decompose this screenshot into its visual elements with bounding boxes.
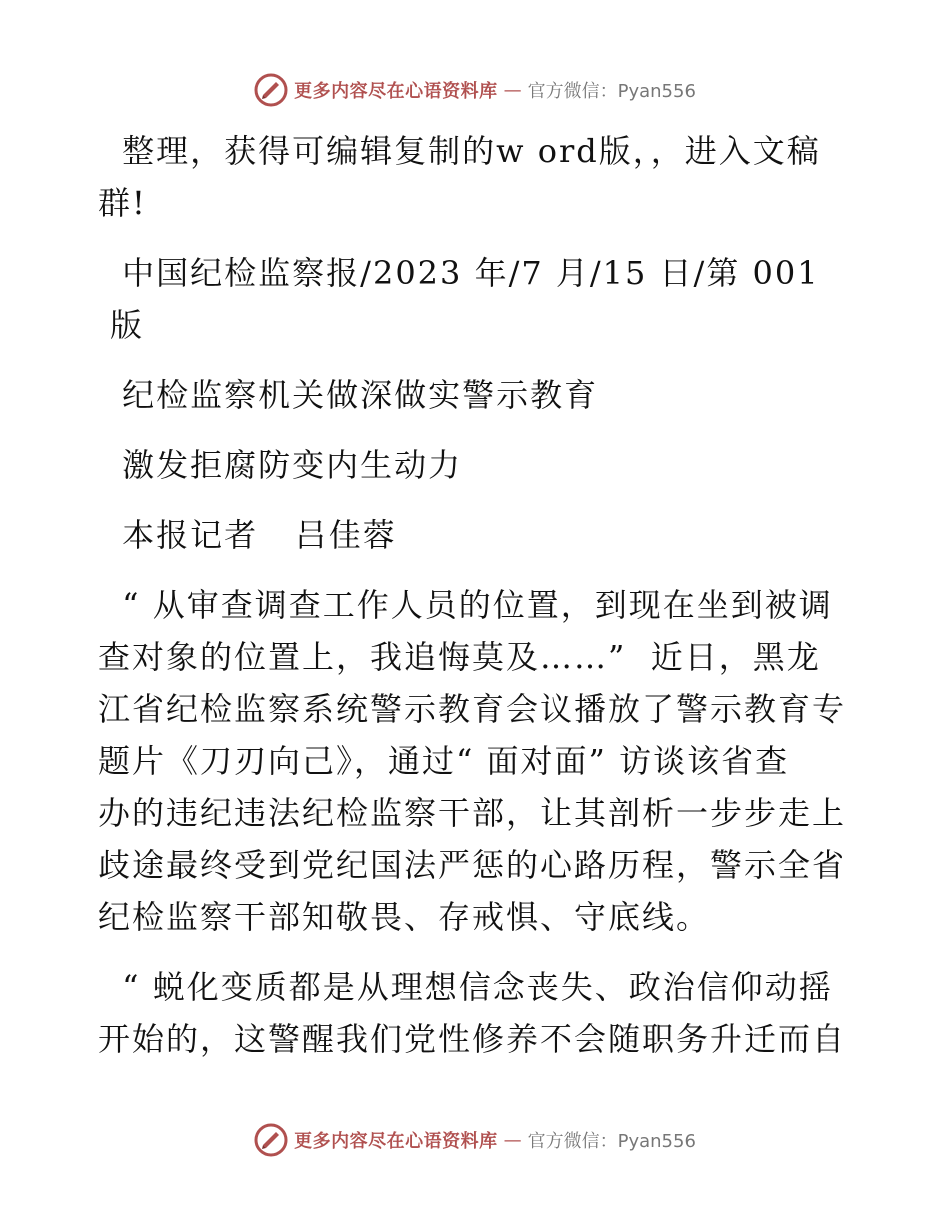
headline-2: 激发拒腐防变内生动力 bbox=[110, 446, 463, 484]
paragraph-1 bbox=[98, 579, 848, 943]
watermark-separator: — bbox=[503, 1129, 522, 1151]
document-body bbox=[98, 125, 848, 1065]
paragraph-line: 歧途最终受到党纪国法严惩的心路历程，警示全省 bbox=[98, 846, 847, 884]
header-watermark bbox=[0, 70, 950, 110]
book-pen-logo-icon bbox=[254, 73, 288, 107]
paragraph-line: 题片《刀刃向己》，通过“ 面对面” 访谈该省查 bbox=[98, 742, 790, 780]
watermark-site-text: 更多内容尽在心语资料库 bbox=[294, 81, 498, 102]
watermark-separator: — bbox=[503, 79, 522, 101]
source-line: 中国纪检监察报/2023 年/7 月/15 日/第 001 版 bbox=[110, 254, 832, 344]
paragraph-line: 开始的，这警醒我们党性修养不会随职务升迁而自 bbox=[98, 1020, 847, 1058]
watermark-wechat-text: 官方微信：Pyan556 bbox=[527, 1131, 696, 1152]
paragraph-line: 查对象的位置上，我追悔莫及……” 近日，黑龙 bbox=[98, 638, 821, 676]
byline: 本报记者 吕佳蓉 bbox=[110, 516, 397, 554]
headline-1: 纪检监察机关做深做实警示教育 bbox=[110, 376, 599, 414]
intro-line-1: 整理，获得可编辑复制的w ord版，，进入文稿 bbox=[110, 132, 821, 170]
paragraph-line: 江省纪检监察系统警示教育会议播放了警示教育专 bbox=[98, 690, 847, 728]
watermark-wechat-text: 官方微信：Pyan556 bbox=[527, 81, 696, 102]
paragraph-2 bbox=[98, 961, 848, 1065]
paragraph-line: “ 从审查调查工作人员的位置，到现在坐到被调 bbox=[110, 586, 833, 624]
intro-line-2: 群! bbox=[98, 184, 147, 222]
book-pen-logo-icon bbox=[254, 1123, 288, 1157]
watermark-site-text: 更多内容尽在心语资料库 bbox=[294, 1131, 498, 1152]
paragraph-line: 纪检监察干部知敬畏、存戒惧、守底线。 bbox=[98, 898, 711, 936]
paragraph-line: 办的违纪违法纪检监察干部，让其剖析一步步走上 bbox=[98, 794, 847, 832]
paragraph-line: “ 蜕化变质都是从理想信念丧失、政治信仰动摇 bbox=[110, 968, 833, 1006]
footer-watermark bbox=[0, 1120, 950, 1160]
